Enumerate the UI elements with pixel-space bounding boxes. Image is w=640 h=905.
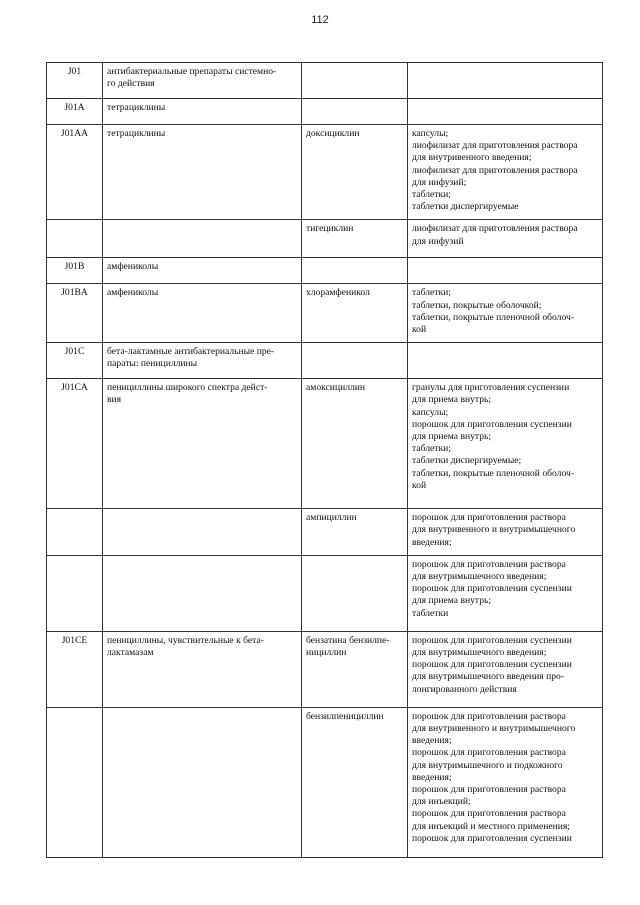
- dosage-forms-cell-line: порошок для приготовления раствора: [412, 512, 566, 524]
- dosage-forms-cell: [408, 99, 603, 125]
- dosage-forms-cell-line: для внутримышечного и подкожного: [412, 759, 563, 771]
- dosage-forms-cell-line: для внутривенного и внутримышечного: [412, 723, 576, 735]
- atc-group-cell-line: лактамазам: [107, 647, 154, 659]
- atc-code-cell: [47, 220, 103, 258]
- dosage-forms-cell-line: введения;: [412, 536, 452, 548]
- dosage-forms-cell-line: таблетки диспергируемые: [412, 201, 519, 213]
- dosage-forms-cell-line: введения;: [412, 771, 452, 783]
- atc-code-cell: [47, 99, 103, 125]
- table-row: [47, 125, 603, 220]
- atc-group-cell: [103, 555, 302, 631]
- atc-group-cell: [103, 63, 302, 99]
- dosage-forms-cell-line: порошок для приготовления суспензии: [412, 418, 572, 430]
- dosage-forms-cell-line: таблетки;: [412, 443, 451, 455]
- atc-group-cell: [103, 379, 302, 509]
- atc-code-cell: [47, 125, 103, 220]
- dosage-forms-cell-line: [412, 261, 598, 273]
- drug-name-cell: [302, 63, 408, 99]
- atc-group-cell: [103, 125, 302, 220]
- drug-name-cell-line: [306, 102, 403, 114]
- atc-code-cell-line: J01CE: [61, 634, 88, 646]
- atc-code-cell: [47, 343, 103, 379]
- dosage-forms-cell-line: введения;: [412, 735, 452, 747]
- atc-group-cell: [103, 258, 302, 284]
- dosage-forms-cell-line: порошок для приготовления раствора: [412, 710, 566, 722]
- atc-group-cell-line: амфениколы: [107, 261, 159, 273]
- dosage-forms-cell-line: кой: [412, 324, 427, 336]
- atc-code-cell: [47, 509, 103, 556]
- drug-name-cell: [302, 379, 408, 509]
- atc-code-cell: [47, 63, 103, 99]
- table-row: [47, 99, 603, 125]
- dosage-forms-cell-line: порошок для приготовления суспензии: [412, 634, 572, 646]
- dosage-forms-cell-line: [412, 66, 598, 78]
- drug-name-cell-line: амоксициллин: [306, 382, 366, 394]
- dosage-forms-cell: [408, 555, 603, 631]
- dosage-forms-cell-line: таблетки;: [412, 189, 451, 201]
- drug-name-cell-line: бензилпенициллин: [306, 710, 384, 722]
- dosage-forms-cell: [408, 379, 603, 509]
- drug-name-cell-line: хлорамфеникол: [306, 287, 370, 299]
- page-number: 112: [311, 14, 329, 26]
- drug-name-cell-line: ампициллин: [306, 512, 357, 524]
- atc-code-cell-line: J01C: [64, 346, 85, 358]
- drug-name-cell-line: бензатина бензилпе-: [306, 634, 390, 646]
- atc-code-cell: [47, 707, 103, 857]
- dosage-forms-cell: [408, 220, 603, 258]
- atc-code-cell: [47, 379, 103, 509]
- dosage-forms-cell-line: порошок для приготовления суспензии: [412, 832, 572, 844]
- table-row: [47, 707, 603, 857]
- table-row: [47, 220, 603, 258]
- dosage-forms-cell-line: для приема внутрь;: [412, 595, 492, 607]
- atc-group-cell-line: антибактериальные препараты системно-: [107, 66, 277, 77]
- drug-name-cell-line: тигециклин: [306, 223, 354, 235]
- drug-name-cell-line: нициллин: [306, 647, 347, 659]
- atc-group-cell-line: пенициллины, чувствительные к бета-: [107, 634, 264, 646]
- table-row: [47, 631, 603, 707]
- dosage-forms-cell-line: таблетки диспергируемые;: [412, 455, 522, 467]
- table-row: [47, 379, 603, 509]
- drug-table: [46, 62, 603, 858]
- dosage-forms-cell-line: капсулы;: [412, 128, 449, 139]
- dosage-forms-cell-line: таблетки, покрытые пленочной оболоч-: [412, 311, 575, 323]
- dosage-forms-cell-line: лиофилизат для приготовления раствора: [412, 164, 578, 176]
- dosage-forms-cell: [408, 509, 603, 556]
- atc-group-cell-line: [107, 559, 297, 571]
- drug-name-cell: [302, 509, 408, 556]
- atc-group-cell-line: [107, 512, 297, 524]
- dosage-forms-cell-line: для инфузий;: [412, 176, 467, 188]
- atc-group-cell-line: пенициллины широкого спектра дейст-: [107, 382, 268, 394]
- atc-group-cell-line: тетрациклины: [107, 102, 166, 113]
- atc-group-cell: [103, 707, 302, 857]
- drug-name-cell-line: доксициклин: [306, 128, 360, 139]
- drug-name-cell: [302, 631, 408, 707]
- atc-group-cell-line: [107, 711, 297, 723]
- atc-group-cell-line: параты: пенициллины: [107, 358, 198, 370]
- atc-group-cell: [103, 99, 302, 125]
- atc-group-cell-line: бета-лактамные антибактериальные пре-: [107, 346, 275, 358]
- dosage-forms-cell-line: таблетки: [412, 607, 449, 619]
- atc-group-cell: [103, 509, 302, 556]
- drug-name-cell-line: [306, 66, 403, 78]
- atc-code-cell: [47, 555, 103, 631]
- dosage-forms-cell-line: для приема внутрь;: [412, 431, 492, 443]
- dosage-forms-cell-line: лонгированного действия: [412, 683, 517, 695]
- drug-name-cell: [302, 125, 408, 220]
- dosage-forms-cell-line: для внутримышечного введения;: [412, 571, 547, 583]
- table-row: [47, 63, 603, 99]
- atc-code-cell-line: [51, 711, 98, 723]
- dosage-forms-cell: [408, 284, 603, 343]
- dosage-forms-cell-line: для инъекций и местного применения;: [412, 820, 570, 832]
- dosage-forms-cell-line: порошок для приготовления раствора: [412, 808, 566, 820]
- atc-code-cell-line: J01AA: [60, 128, 89, 139]
- drug-name-cell: [302, 284, 408, 343]
- atc-group-cell: [103, 220, 302, 258]
- table-row: [47, 509, 603, 556]
- atc-code-cell-line: J01BA: [61, 287, 88, 299]
- dosage-forms-cell-line: кой: [412, 479, 427, 491]
- drug-name-cell: [302, 555, 408, 631]
- dosage-forms-cell-line: порошок для приготовления суспензии: [412, 583, 572, 595]
- dosage-forms-cell-line: для внутримышечного введения;: [412, 647, 547, 659]
- atc-group-cell: [103, 343, 302, 379]
- dosage-forms-cell-line: капсулы;: [412, 406, 449, 418]
- dosage-forms-cell-line: порошок для приготовления суспензии: [412, 659, 572, 671]
- table-body: [47, 63, 603, 858]
- atc-group-cell: [103, 631, 302, 707]
- dosage-forms-cell-line: таблетки, покрытые пленочной оболоч-: [412, 467, 575, 479]
- drug-name-cell: [302, 258, 408, 284]
- dosage-forms-cell-line: для приема внутрь;: [412, 394, 492, 406]
- dosage-forms-cell-line: для инъекций;: [412, 796, 471, 808]
- dosage-forms-cell-line: [412, 346, 598, 358]
- dosage-forms-cell: [408, 125, 603, 220]
- atc-code-cell-line: J01: [67, 66, 82, 77]
- drug-name-cell-line: [306, 346, 403, 358]
- drug-name-cell: [302, 343, 408, 379]
- dosage-forms-cell-line: таблетки;: [412, 287, 451, 299]
- table-row: [47, 284, 603, 343]
- drug-name-cell: [302, 707, 408, 857]
- atc-code-cell-line: J01CA: [61, 382, 88, 394]
- dosage-forms-cell-line: для внутривенного введения;: [412, 152, 532, 164]
- atc-code-cell: [47, 258, 103, 284]
- drug-name-cell-line: [306, 559, 403, 571]
- atc-code-cell-line: [51, 512, 98, 524]
- dosage-forms-cell: [408, 63, 603, 99]
- drug-name-cell: [302, 99, 408, 125]
- dosage-forms-cell-line: лиофилизат для приготовления раствора: [412, 223, 578, 235]
- atc-group-cell-line: вия: [107, 394, 122, 406]
- dosage-forms-cell: [408, 258, 603, 284]
- dosage-forms-cell-line: гранулы для приготовления суспензии: [412, 382, 570, 394]
- atc-group-cell-line: [107, 223, 297, 235]
- atc-code-cell-line: J01A: [64, 102, 85, 113]
- drug-name-cell-line: [306, 261, 403, 273]
- atc-code-cell-line: J01B: [64, 261, 85, 273]
- dosage-forms-cell-line: для внутримышечного введения про-: [412, 671, 565, 683]
- dosage-forms-cell-line: порошок для приготовления раствора: [412, 747, 566, 759]
- table-row: [47, 555, 603, 631]
- atc-group-cell-line: амфениколы: [107, 287, 159, 299]
- dosage-forms-cell-line: для внутривенного и внутримышечного: [412, 524, 576, 536]
- atc-group-cell-line: го действия: [107, 78, 155, 90]
- atc-group-cell: [103, 284, 302, 343]
- dosage-forms-cell: [408, 343, 603, 379]
- atc-code-cell-line: [51, 559, 98, 571]
- dosage-forms-cell-line: порошок для приготовления раствора: [412, 558, 566, 570]
- atc-code-cell: [47, 284, 103, 343]
- table-row: [47, 258, 603, 284]
- dosage-forms-cell-line: для инфузий: [412, 235, 464, 247]
- dosage-forms-cell-line: порошок для приготовления раствора: [412, 784, 566, 796]
- atc-code-cell: [47, 631, 103, 707]
- table-row: [47, 343, 603, 379]
- dosage-forms-cell: [408, 631, 603, 707]
- atc-group-cell-line: тетрациклины: [107, 128, 166, 139]
- dosage-forms-cell-line: лиофилизат для приготовления раствора: [412, 140, 578, 152]
- dosage-forms-cell-line: таблетки, покрытые оболочкой;: [412, 299, 542, 311]
- dosage-forms-cell: [408, 707, 603, 857]
- dosage-forms-cell-line: [412, 102, 598, 114]
- drug-name-cell: [302, 220, 408, 258]
- atc-code-cell-line: [51, 223, 98, 235]
